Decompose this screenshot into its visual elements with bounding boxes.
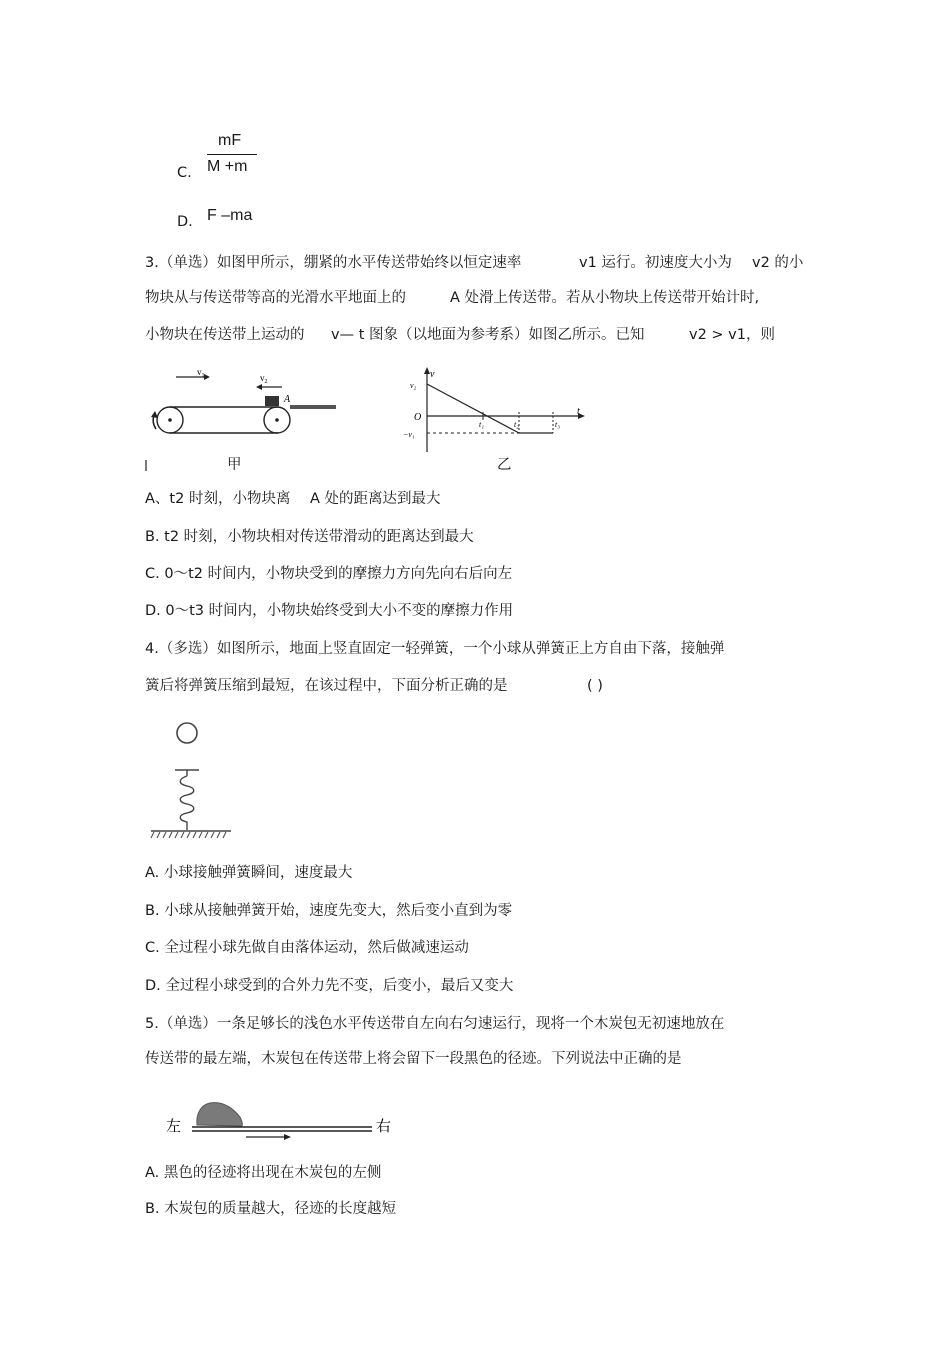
q3-line3-a: 小物块在传送带上运动的 (145, 327, 305, 343)
q3-fig-yi-t-axis-label: t (577, 406, 580, 417)
q4-figure-spring (148, 718, 238, 843)
q2-option-d-expression: F –ma (207, 207, 253, 224)
q3-line3-c: v2 > v1，则 (689, 327, 775, 343)
q3-line1-b: v1 运行。初速度大小为 (579, 255, 732, 271)
q5-fig-charcoal-bag (197, 1103, 243, 1126)
q4-line1: 4.（多选）如图所示，地面上竖直固定一轻弹簧，一个小球从弹簧正上方自由下落，接触弹 (145, 641, 725, 657)
q2-option-c-fraction-bar (207, 154, 257, 155)
q5-fig-left-label: 左 (166, 1119, 182, 1135)
q3-option-d: D. 0～t3 时间内，小物块始终受到大小不变的摩擦力作用 (145, 603, 514, 619)
q4-paren: ( ) (587, 678, 603, 694)
q4-option-c: C. 全过程小球先做自由落体运动，然后做减速运动 (145, 940, 469, 956)
q5-line1: 5.（单选）一条足够长的浅色水平传送带自左向右匀速运行，现将一个木炭包无初速地放在 (145, 1016, 725, 1032)
q3-figure-yi (395, 364, 595, 456)
q5-line2: 传送带的最左端，木炭包在传送带上将会留下一段黑色的径迹。下列说法中正确的是 (145, 1051, 682, 1067)
q2-option-c-numerator: mF (218, 132, 242, 149)
q4-fig-spring-coil (180, 776, 194, 830)
q3-option-a: A、t2 时刻，小物块离 (145, 491, 291, 507)
q3-fig-jia-v2-label: $v_2$ (260, 373, 268, 385)
q3-line2-a: 物块从与传送带等高的光滑水平地面上的 (145, 290, 406, 306)
q3-fig-yi-origin-label: O (414, 412, 422, 423)
q3-fig-jia-caption: 甲 (227, 457, 242, 473)
q5-fig-right-label: 右 (376, 1119, 392, 1135)
q3-fig-jia-A-label: A (284, 394, 291, 405)
q3-fig-yi-v2-label: v₂ (410, 381, 417, 390)
q2-option-c-denominator: M +m (207, 158, 248, 175)
q5-option-b: B. 木炭包的质量越大，径迹的长度越短 (145, 1201, 397, 1217)
q5-option-a: A. 黑色的径迹将出现在木炭包的左侧 (145, 1165, 382, 1181)
q4-option-b: B. 小球从接触弹簧开始，速度先变大，然后变小直到为零 (145, 903, 513, 919)
q3-line1-a: 3.（单选）如图甲所示，绷紧的水平传送带始终以恒定速率 (145, 255, 522, 271)
q3-line1-c: v2 的小 (752, 255, 804, 271)
q3-fig-yi-t2-label: t₂ (514, 420, 520, 429)
q3-option-a-b: A 处的距离达到最大 (310, 491, 441, 507)
q3-option-c: C. 0～t2 时间内，小物块受到的摩擦力方向先向右后向左 (145, 566, 513, 582)
q2-option-c-label: C. (177, 165, 192, 181)
q3-line2-b: A 处滑上传送带。若从小物块上传送带开始计时, (450, 290, 760, 306)
q4-line2: 簧后将弹簧压缩到最短，在该过程中，下面分析正确的是 (145, 678, 508, 694)
q3-fig-yi-v-axis-label: v (430, 369, 435, 380)
q3-fig-yi-t1-label: t₁ (479, 420, 485, 429)
q4-fig-ball (177, 723, 197, 743)
q4-option-a: A. 小球接触弹簧瞬间，速度最大 (145, 865, 353, 881)
q3-fig-jia-block (265, 396, 279, 406)
q3-line3-b: v— t 图象（以地面为参考系）如图乙所示。已知 (331, 327, 645, 343)
q3-figure-jia (140, 365, 350, 475)
q3-option-b: B. t2 时刻，小物块相对传送带滑动的距离达到最大 (145, 529, 474, 545)
q3-fig-jia-ground (290, 405, 336, 409)
q2-option-d-label: D. (177, 214, 193, 230)
q3-fig-yi-caption: 乙 (497, 457, 512, 473)
q3-fig-yi-decel-line (427, 384, 519, 433)
q3-fig-yi-negv1-label: −v₁ (403, 430, 415, 439)
q3-fig-jia-v1-label: $v_1$ (197, 367, 205, 379)
q5-figure-conveyor (160, 1095, 410, 1145)
q3-fig-yi-t3-label: t₃ (555, 420, 561, 429)
q4-option-d: D. 全过程小球受到的合外力先不变，后变小，最后又变大 (145, 978, 514, 994)
